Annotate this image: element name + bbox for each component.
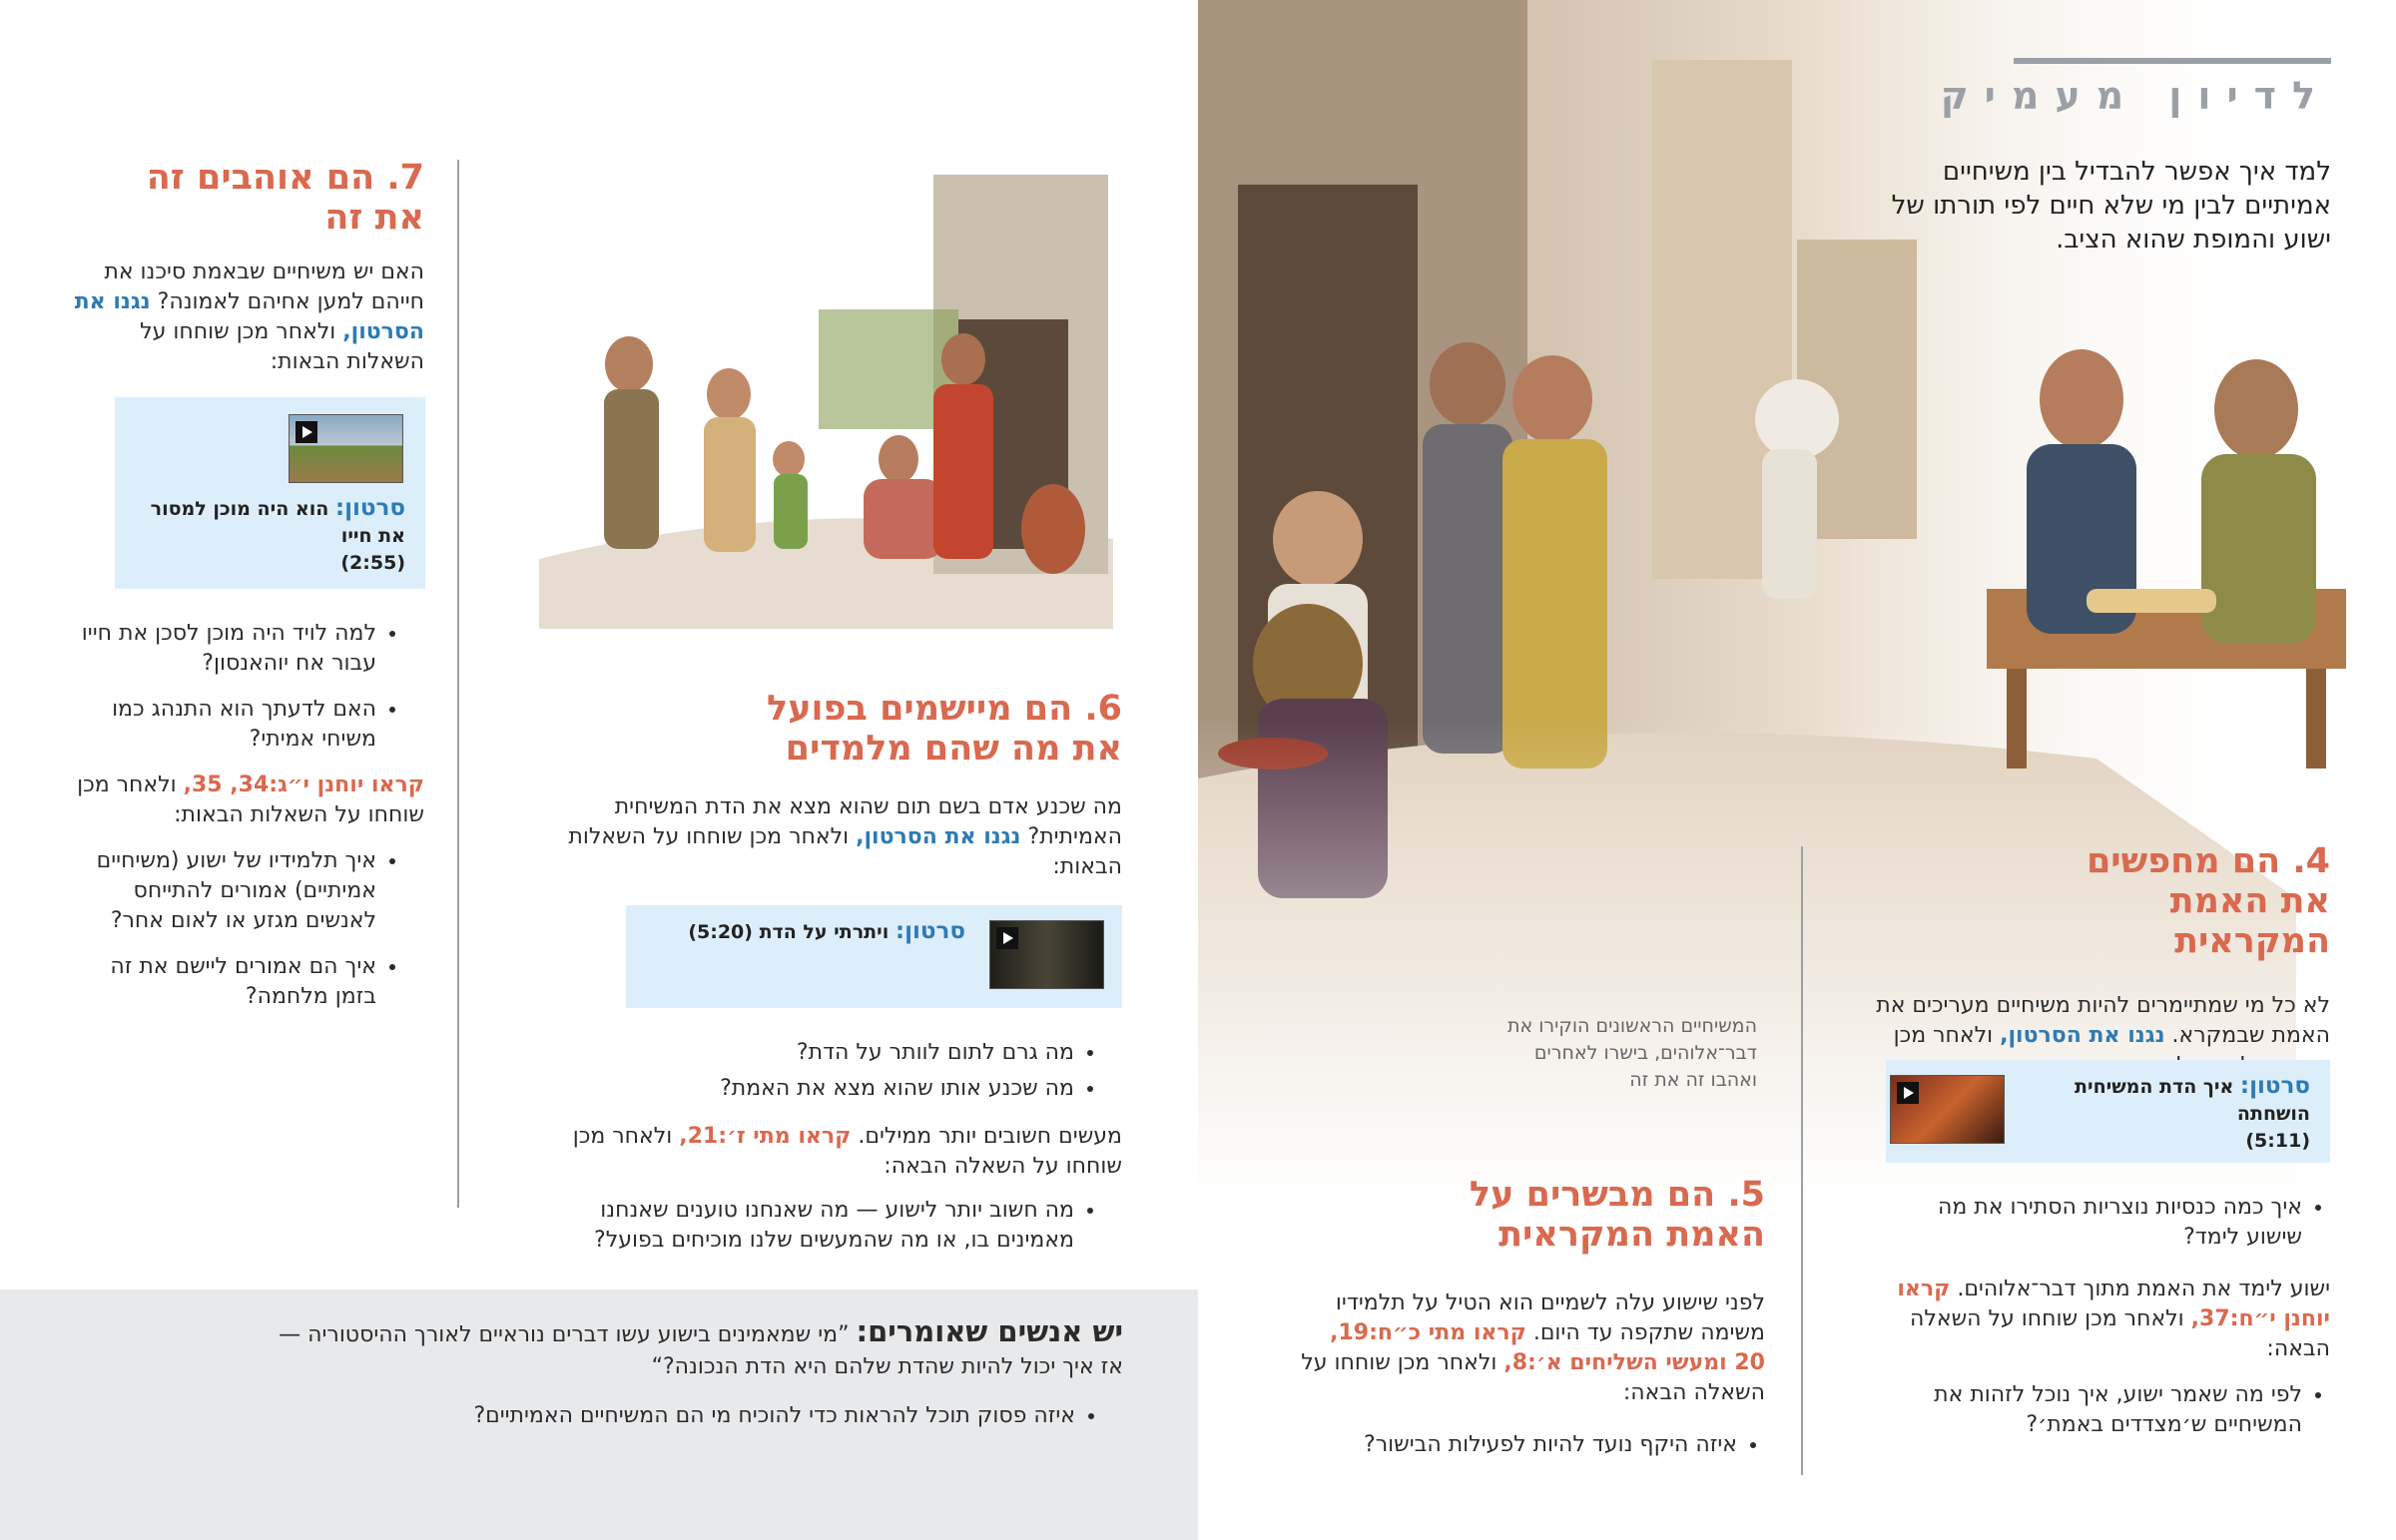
people-say-text [275, 1315, 1123, 1383]
section-7-text: האם יש משיחיים שבאמת סיכנו את חייהם למען אחיהם לאמונה? נגנו את הסרטון, ולאחר מכן שוחחו על השאלות הבאות: [74, 259, 424, 374]
column-divider-left [457, 160, 459, 1208]
section-5-heading: 5. הם מבשרים על האמת המקראית [1469, 1175, 1765, 1255]
video-card-s6[interactable] [626, 905, 1122, 1008]
question-item: • איזה היקף נועד להיות לפעילות הבישור? [1296, 1430, 1737, 1460]
section-5-text: לפני שישוע עלה לשמיים הוא הטיל על תלמידיו משימה שתקפה עד היום. קראו מתי כ״ח:19, 20 ומעשי השליחים א׳:8, ולאחר מכן שוחחו על השאלה הבאה: [1301, 1290, 1765, 1405]
column-divider-right [1801, 846, 1803, 1475]
people-say-label: יש אנשים שאומרים: [856, 1314, 1123, 1348]
play-icon[interactable] [996, 927, 1018, 949]
question-item: • למה לויד היה מוכן לסכן את חייו עבור אח יוהאנסון? [70, 619, 376, 679]
question-item: • מה חשוב יותר לישוע — מה שאנחנו טוענים שאנחנו מאמינים בו, או מה שהמעשים שלנו מוכיחים בפועל? [568, 1196, 1074, 1256]
section-7-heading: 7. הם אוהבים זה את זה [146, 158, 424, 238]
section-5 [1296, 1175, 1765, 1476]
play-video-link-s7[interactable]: נגנו את הסרטון, [74, 289, 424, 344]
section-4-bullets [1876, 1193, 2330, 1253]
section-6-bullets-2 [568, 1196, 1122, 1256]
play-icon[interactable] [296, 421, 317, 443]
question-item: • איך הם אמורים ליישם את זה בזמן מלחמה? [70, 952, 376, 1012]
question-item: • מה שכנע אותו שהוא מצא את האמת? [568, 1074, 1074, 1104]
intro-text: למד איך אפשר להבדיל בין משיחיים אמיתיים לבין מי שלא חיים לפי תורתו של ישוע והמופת שהוא הציב. [1891, 157, 2331, 255]
question-item: • מה גרם לתום לוותר על הדת? [568, 1038, 1074, 1068]
section-5-bullets [1296, 1430, 1765, 1460]
video-label-s7[interactable]: סרטון: הוא היה מוכן למסור את חייו (2:55) [150, 495, 405, 574]
scripture-link-s5[interactable]: קראו מתי כ״ח:19, 20 ומעשי השליחים א׳:8, [1330, 1320, 1765, 1375]
scripture-link-s4[interactable]: קראו יוחנן י״ח:37, [1897, 1277, 2330, 1331]
people-say-box [275, 1315, 1123, 1447]
section-6 [563, 689, 1122, 882]
section-4-heading: 4. הם מחפשים את האמת המקראית [2086, 841, 2330, 961]
title-rule [2014, 58, 2331, 64]
question-item: • איזה פסוק תוכל להראות כדי להוכיח מי הם המשיחיים האמיתיים? [275, 1401, 1075, 1431]
people-say-quote: ”מי שמאמינים בישוע עשו דברים נוראיים לאורך ההיסטוריה — אז איך יכול להיות שהדת שלהם היא הדת הנכונה?“ [279, 1322, 1123, 1379]
section-6-questions [568, 1038, 1122, 1272]
video-card-s7[interactable] [115, 397, 425, 589]
play-video-link-s6[interactable]: נגנו את הסרטון, [856, 824, 1021, 849]
play-video-link-s4[interactable]: נגנו את הסרטון, [2000, 1023, 2165, 1048]
video-thumbnail-s4[interactable] [1890, 1075, 2005, 1144]
section-7-bullets [70, 619, 424, 755]
scripture-link-s6[interactable]: קראו מתי ז׳:21, [679, 1124, 852, 1149]
illustration-caption: המשיחיים הראשונים הוקירו את דבר־אלוהים, בישרו לאחרים ואהבו זה את זה [1506, 1015, 1757, 1091]
section-7-bullets-2 [70, 846, 424, 1012]
section-7-para2: קראו יוחנן י״ג:34, 35, ולאחר מכן שוחחו על השאלות הבאות: [77, 772, 424, 827]
section-6-para2: מעשים חשובים יותר ממילים. קראו מתי ז׳:21, ולאחר מכן שוחחו על השאלה הבאה: [572, 1124, 1122, 1179]
section-4-text: לא כל מי שמתיימרים להיות משיחיים מעריכים את האמת שבמקרא. נגנו את הסרטון, ולאחר מכן [1876, 993, 2330, 1048]
video-thumbnail-s6[interactable] [989, 920, 1104, 989]
section-6-bullets [568, 1038, 1122, 1104]
video-thumbnail-s7[interactable] [289, 414, 403, 483]
people-say-bullets [275, 1401, 1123, 1431]
question-item: • האם לדעתך הוא התנהג כמו משיחי אמיתי? [70, 695, 376, 755]
section-4-bullets-2 [1876, 1380, 2330, 1440]
section-4-para2: ישוע לימד את האמת מתוך דבר־אלוהים. קראו יוחנן י״ח:37, ולאחר מכן שוחחו על השאלה הבאה: [1897, 1277, 2330, 1361]
section-7-questions [70, 619, 424, 1028]
scroll-study-illustration [1947, 334, 2346, 773]
video-label-s6[interactable]: סרטון: ויתרתי על הדת (5:20) [688, 918, 965, 944]
scripture-link-s7[interactable]: קראו יוחנן י״ג:34, 35, [183, 772, 424, 797]
section-7 [70, 158, 424, 377]
section-6-heading: 6. הם מיישמים בפועל את מה שהם מלמדים [767, 689, 1122, 769]
right-page [1198, 0, 2396, 1540]
family-doorway-illustration [519, 160, 1113, 629]
question-item: • איך כמה כנסיות נוצריות הסתירו את מה שישוע לימד? [1876, 1193, 2302, 1253]
question-item: • איך תלמידיו של ישוע (משיחיים אמיתיים) אמורים להתייחס לאנשים מגזע או לאום אחר? [70, 846, 376, 936]
page-title: לדיון מעמיק [1940, 74, 2331, 118]
question-item: • לפי מה שאמר ישוע, איך נוכל לזהות את המשיחיים ש׳מצדדים באמת׳? [1876, 1380, 2302, 1440]
section-4 [1841, 841, 2330, 1081]
section-6-text: מה שכנע אדם בשם תום שהוא מצא את הדת המשיחית האמיתית? נגנו את הסרטון, ולאחר מכן שוחחו על השאלות הבאות: [568, 794, 1122, 879]
video-card-s4[interactable] [1886, 1060, 2330, 1163]
section-4-questions [1876, 1193, 2330, 1456]
play-icon[interactable] [1897, 1082, 1919, 1104]
video-label-s4[interactable]: סרטון: איך הדת המשיחית הושחתה (5:11) [2075, 1073, 2310, 1152]
